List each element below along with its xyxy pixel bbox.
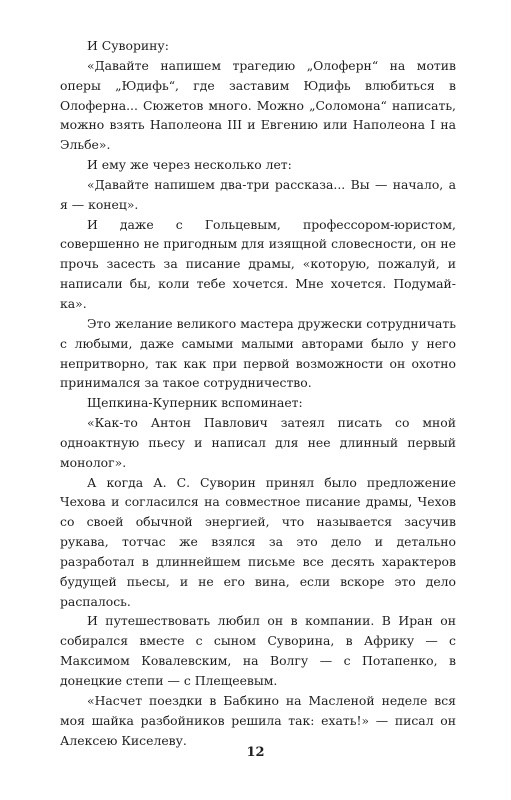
paragraph: Щепкина-Куперник вспоминает:: [87, 395, 303, 411]
paragraph: «Как-то Антон Павлович затеял писать со мной одноактную пьесу и написал для нее длинный первый монолог».: [60, 415, 456, 470]
paragraph: И даже с Гольцевым, профессором-юристом, совершенно не пригодным для изящной словесности, он не прочь засесть за писание драмы, «которую, пожалуй, и написали бы, коли тебе хочется. Мне хочется. Подумай-ка».: [60, 216, 456, 311]
paragraph: «Давайте напишем трагедию „Олоферн“ на мотив оперы „Юдифь“, где заставим Юдифь влюбиться в Олоферна... Сюжетов много. Можно „Соломона“ написать, можно взять Наполеона III и Евгению или Наполеона I на Эльбе».: [60, 57, 456, 153]
paragraph: «Давайте напишем два-три рассказа... Вы — начало, а я — конец».: [60, 176, 456, 212]
page-number: 12: [246, 745, 265, 760]
paragraph: И путешествовать любил он в компании. В Иран он собирался вместе с сыном Суворина, в Африку — с Максимом Ковалевским, на Волгу — с Потапенко, в донецкие степи — с Плещеевым.: [60, 613, 456, 688]
paragraph: И ему же через несколько лет:: [87, 157, 292, 173]
paragraph: А когда А. С. Суворин принял было предложение Чехова и согласился на совместное писание драмы, Чехов со своей обычной энергией, что называется засучив рукава, тотчас же взялся за это дело и детально разработал в длиннейшем письме все десять характеров будущей пьесы, и не его вина, если вскоре это дело распалось.: [60, 474, 456, 609]
page-text: [60, 36, 456, 766]
paragraph: «Насчет поездки в Бабкино на Масленой неделе вся моя шайка разбойников решила так: ехать!» — писал он Алексею Киселеву.: [60, 692, 456, 748]
paragraph: Это желание великого мастера дружески сотрудничать с любыми, даже самыми малыми авторами было у него непритворно, так как при первой возможности он охотно принимался за такое сотрудничество.: [60, 315, 456, 391]
paragraph: И Суворину:: [87, 38, 169, 53]
